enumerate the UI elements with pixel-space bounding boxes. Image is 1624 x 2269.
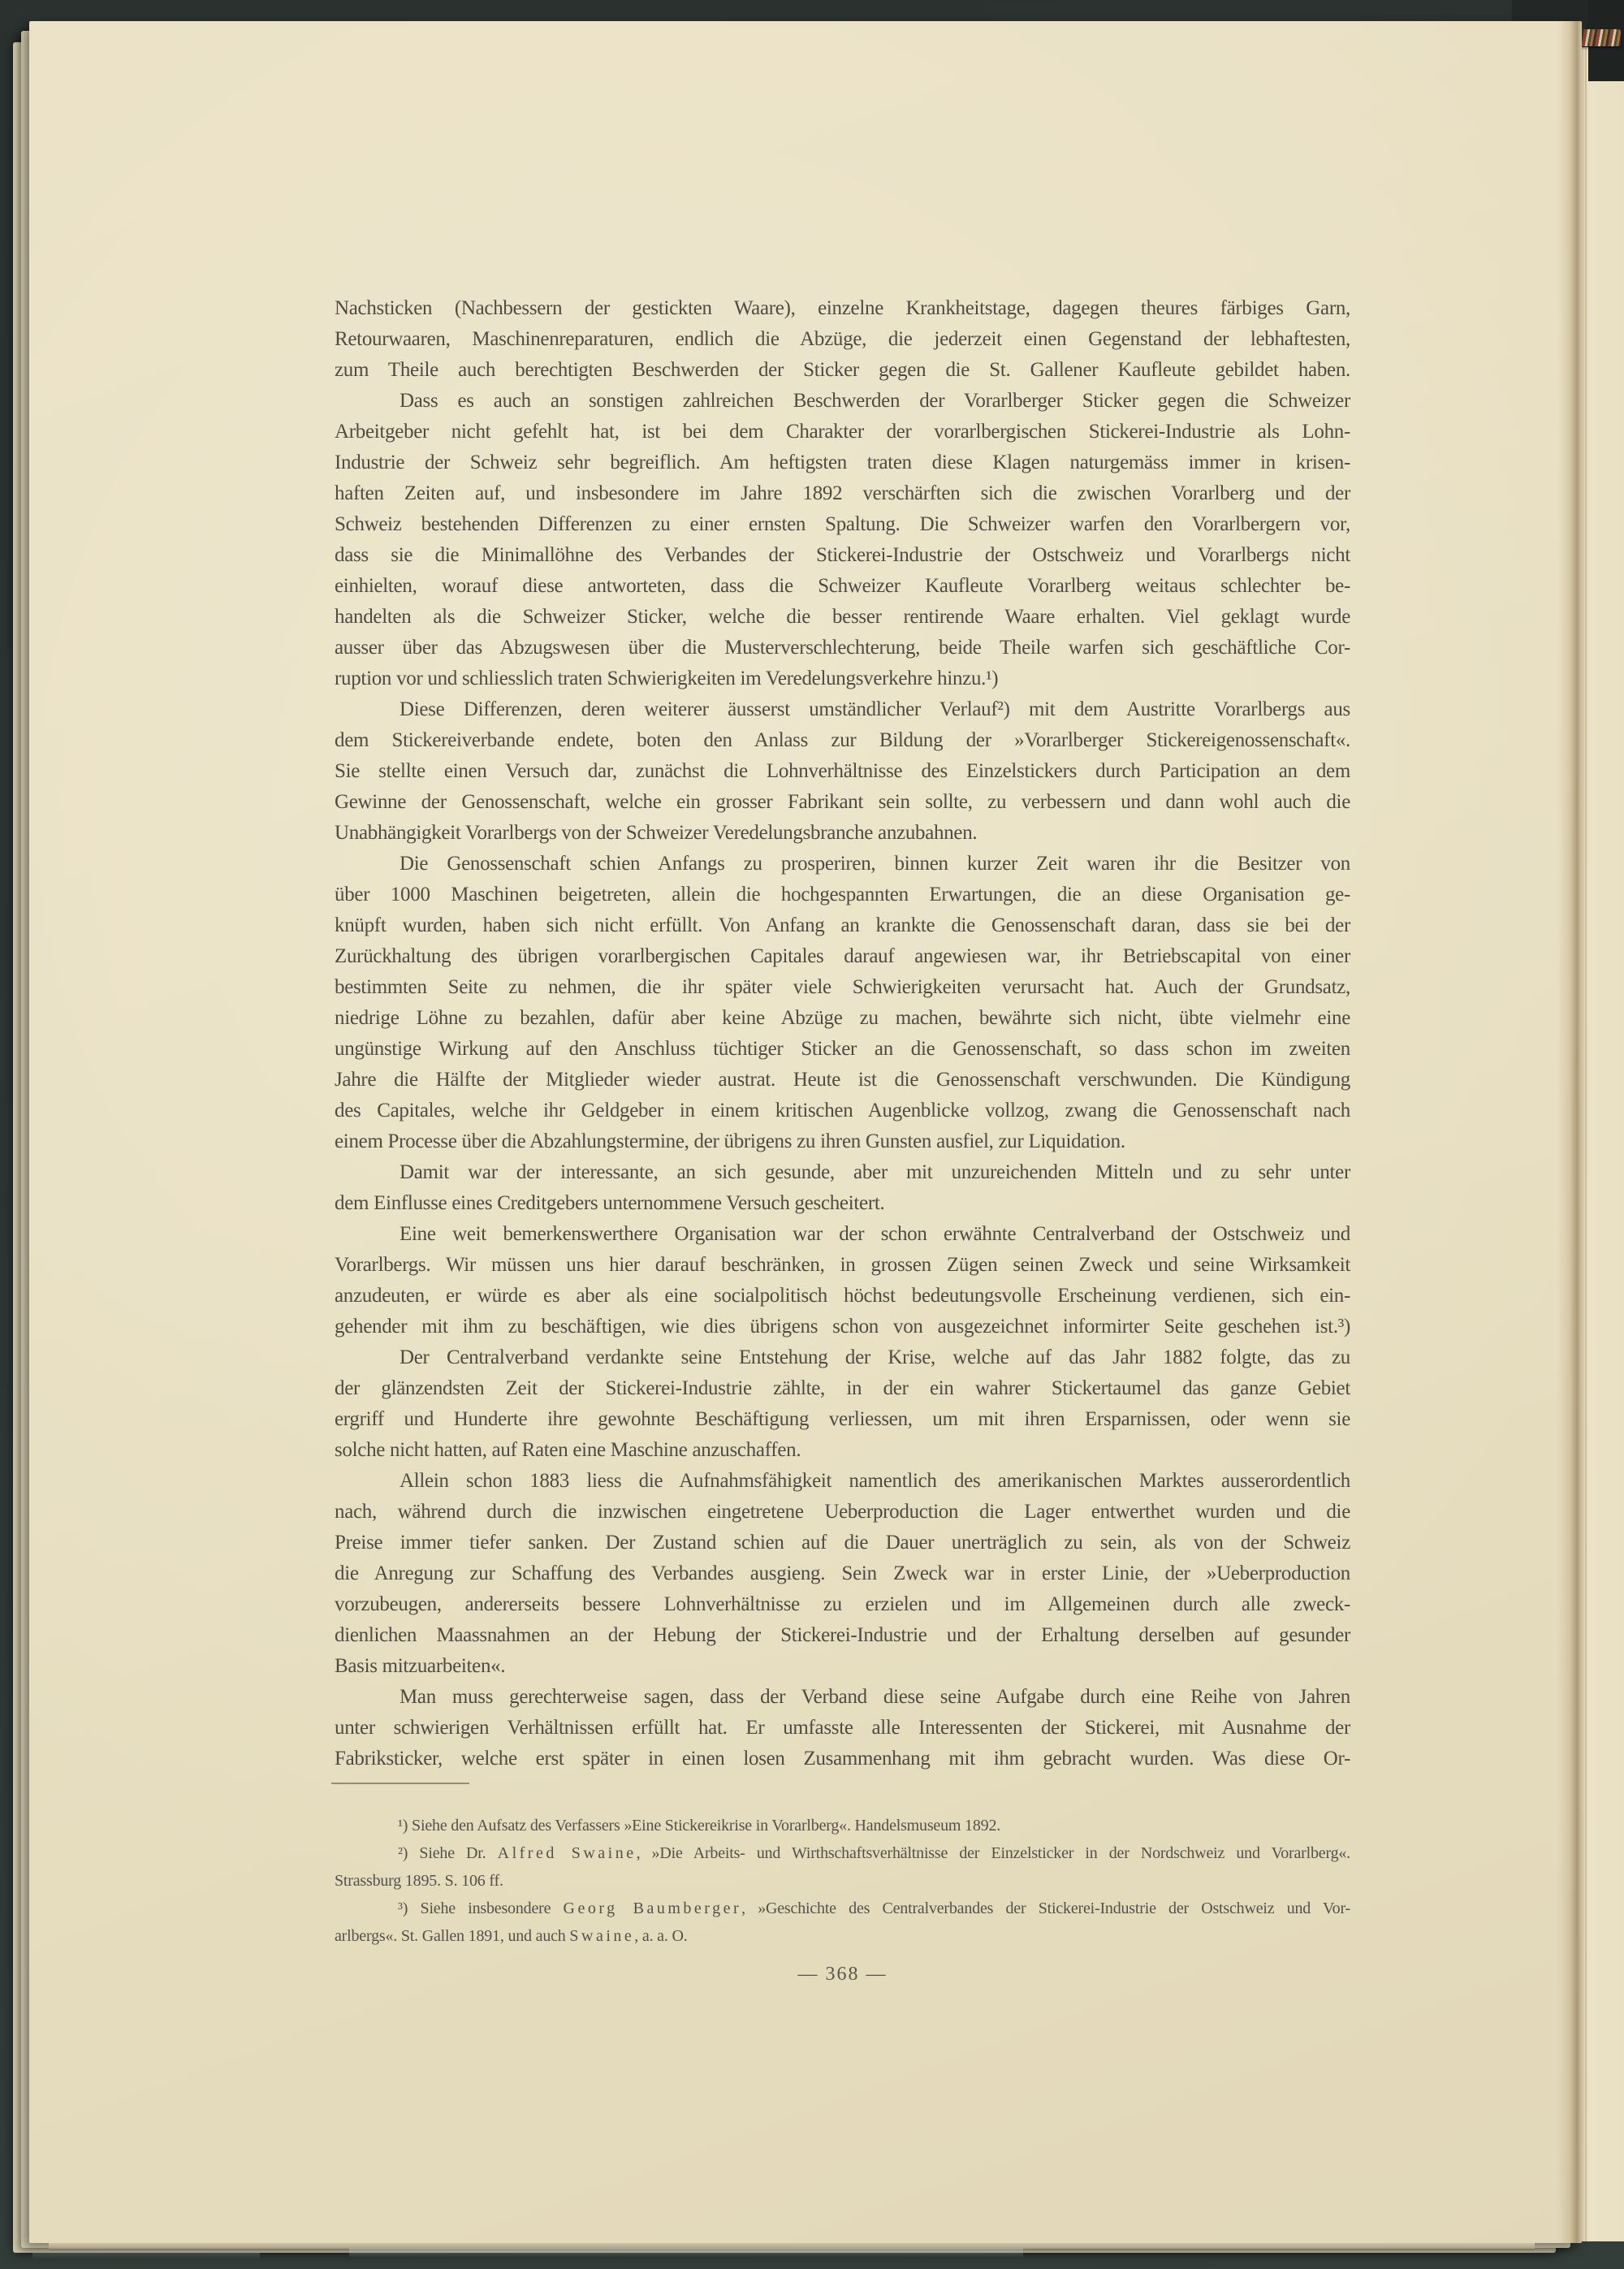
body-text-line: Damit war der interessante, an sich gesunde, aber mit unzureichenden Mitteln und zu sehr unter <box>400 1161 1350 1183</box>
body-text-line: gehender mit ihm zu beschäftigen, wie dies übrigens schon von ausgezeichnet informirter Seite geschehen ist.³) <box>335 1316 1350 1338</box>
footnote-text: ²) Siehe Dr. <box>398 1844 498 1862</box>
footnote-text: Strassburg 1895. S. 106 ff. <box>335 1872 503 1890</box>
body-text-line: Fabriksticker, welche erst später in einen losen Zusammenhang mit ihm gebracht wurden. Was diese Or- <box>335 1748 1350 1770</box>
body-text-line: Der Centralverband verdankte seine Entstehung der Krise, welche auf das Jahr 1882 folgte, das zu <box>400 1346 1350 1368</box>
table-surface-glint-left <box>32 2251 260 2259</box>
body-text-line: Nachsticken (Nachbessern der gestickten Waare), einzelne Krankheitstage, dagegen theures färbiges Garn, <box>335 297 1350 319</box>
body-text-line: Dass es auch an sonstigen zahlreichen Beschwerden der Vorarlberger Sticker gegen die Schweizer <box>400 390 1350 412</box>
body-text-line: dem Einflusse eines Creditgebers unternommene Versuch gescheitert. <box>335 1192 885 1214</box>
body-text-line: vorzubeugen, andererseits bessere Lohnverhältnisse zu erzielen und im Allgemeinen durch alle zweck- <box>335 1593 1350 1615</box>
footnote-line <box>335 1839 1350 1867</box>
body-text-line: über 1000 Maschinen beigetreten, allein die hochgespannten Erwartungen, die an diese Organisation ge- <box>335 884 1350 905</box>
body-text-line: ungünstige Wirkung auf den Anschluss tüchtiger Sticker an die Genossenschaft, so dass schon im zweiten <box>335 1038 1350 1060</box>
body-text-line: anzudeuten, er würde es aber als eine socialpolitisch höchst bedeutungsvolle Erscheinung verdienen, sich ein- <box>335 1285 1350 1307</box>
body-text-line: solche nicht hatten, auf Raten eine Maschine anzuschaffen. <box>335 1439 801 1461</box>
body-text-line: zum Theile auch berechtigten Beschwerden der Sticker gegen die St. Gallener Kaufleute gebildet haben. <box>335 359 1350 381</box>
footnote-text: , »Die Arbeits- und Wirthschaftsverhältnisse der Einzelsticker in der Nordschweiz und Vorarlberg«. <box>636 1844 1350 1862</box>
body-text-line: einhielten, worauf diese antworteten, dass die Schweizer Kaufleute Vorarlberg weitaus schlechter be- <box>335 575 1350 597</box>
body-text-line: Vorarlbergs. Wir müssen uns hier darauf beschränken, in grossen Zügen seinen Zweck und seine Wirksamkeit <box>335 1254 1350 1276</box>
footnote-line <box>335 1922 1350 1950</box>
body-text-line: Man muss gerechterweise sagen, dass der Verband diese seine Aufgabe durch eine Reihe von Jahren <box>400 1686 1350 1708</box>
letterspaced-name: Swaine <box>569 1927 635 1945</box>
body-text-line: Jahre die Hälfte der Mitglieder wieder austrat. Heute ist die Genossenschaft verschwunden. Die Kündigung <box>335 1069 1350 1091</box>
body-text-line: ausser über das Abzugswesen über die Musterverschlechterung, beide Theile warfen sich geschäftliche Cor- <box>335 637 1350 659</box>
footnote-text: ¹) Siehe den Aufsatz des Verfassers »Eine Stickereikrise in Vorarlberg«. Handelsmuseum 1892. <box>398 1817 1001 1835</box>
body-text-line: Sie stellte einen Versuch dar, zunächst die Lohnverhältnisse des Einzelstickers durch Participation an dem <box>335 760 1350 782</box>
footnote-text: arlbergs«. St. Gallen 1891, und auch <box>335 1927 570 1945</box>
letterspaced-name: Georg Baumberger <box>563 1899 742 1917</box>
footnote-line <box>335 1867 1350 1895</box>
body-text-line: einem Processe über die Abzahlungstermine, der übrigens zu ihren Gunsten ausfiel, zur Liquidation. <box>335 1130 1125 1152</box>
body-text-line: Zurückhaltung des übrigen vorarlbergischen Capitales darauf angewiesen war, ihr Betriebscapital von einer <box>335 945 1350 967</box>
footnotes-block <box>335 1812 1350 1950</box>
body-text-line: ruption vor und schliesslich traten Schwierigkeiten im Veredelungsverkehre hinzu.¹) <box>335 668 999 689</box>
body-text-line: nach, während durch die inzwischen eingetretene Ueberproduction die Lager entwerthet wurden und die <box>335 1501 1350 1523</box>
body-text-line: der glänzendsten Zeit der Stickerei-Industrie zählte, in der ein wahrer Stickertaumel das ganze Gebiet <box>335 1377 1350 1399</box>
body-text-line: dem Stickereiverbande endete, boten den Anlass zur Bildung der »Vorarlberger Stickereigenossenschaft«. <box>335 729 1350 751</box>
body-text-line: Unabhängigkeit Vorarlbergs von der Schweizer Veredelungsbranche anzubahnen. <box>335 822 978 844</box>
book-page <box>29 21 1582 2243</box>
body-text-line: Industrie der Schweiz sehr begreiflich. Am heftigsten traten diese Klagen naturgemäss immer in krisen- <box>335 452 1350 473</box>
body-text-line: haften Zeiten auf, und insbesondere im Jahre 1892 verschärften sich die zwischen Vorarlberg und der <box>335 482 1350 504</box>
page-number: — 368 — <box>797 1964 888 1985</box>
body-text-line: dass sie die Minimallöhne des Verbandes der Stickerei-Industrie der Ostschweiz und Vorarlbergs nicht <box>335 544 1350 566</box>
body-text-line: Eine weit bemerkenswerthere Organisation war der schon erwähnte Centralverband der Ostschweiz und <box>400 1223 1350 1245</box>
body-text-line: handelten als die Schweizer Sticker, welche die besser rentirende Waare erhalten. Viel geklagt wurde <box>335 606 1350 628</box>
body-text-line: Allein schon 1883 liess die Aufnahmsfähigkeit namentlich des amerikanischen Marktes ausserordentlich <box>400 1470 1350 1492</box>
body-text-line: die Anregung zur Schaffung des Verbandes ausgieng. Sein Zweck war in erster Linie, der »Ueberproduction <box>335 1562 1350 1584</box>
body-text-block <box>335 293 1350 1774</box>
body-text-line: unter schwierigen Verhältnissen erfüllt hat. Er umfasste alle Interessenten der Stickerei, mit Ausnahme der <box>335 1717 1350 1739</box>
body-text-line: Schweiz bestehenden Differenzen zu einer ernsten Spaltung. Die Schweizer warfen den Vorarlbergern vor, <box>335 513 1350 535</box>
body-text-line: Die Genossenschaft schien Anfangs zu prosperiren, binnen kurzer Zeit waren ihr die Besitzer von <box>400 853 1350 875</box>
body-text-line: Arbeitgeber nicht gefehlt hat, ist bei dem Charakter der vorarlbergischen Stickerei-Industrie als Lohn- <box>335 421 1350 443</box>
footnote-text: , a. a. O. <box>634 1927 688 1945</box>
footnote-separator-rule <box>331 1783 469 1784</box>
body-text-line: ergriff und Hunderte ihre gewohnte Beschäftigung verliessen, um mit ihren Ersparnissen, oder wenn sie <box>335 1408 1350 1430</box>
body-text-line: Diese Differenzen, deren weiterer äusserst umständlicher Verlauf²) mit dem Austritte Vorarlbergs aus <box>400 698 1350 720</box>
body-text-line: Retourwaaren, Maschinenreparaturen, endlich die Abzüge, die jederzeit einen Gegenstand der lebhaftesten, <box>335 328 1350 350</box>
footnote-line <box>335 1812 1350 1839</box>
footnote-text: , »Geschichte des Centralverbandes der Stickerei-Industrie der Ostschweiz und Vor- <box>741 1899 1351 1917</box>
body-text-line: Gewinne der Genossenschaft, welche ein grosser Fabrikant sein sollte, zu verbessern und dann wohl auch die <box>335 791 1350 813</box>
body-text-line: des Capitales, welche ihr Geldgeber in einem kritischen Augenblicke vollzog, zwang die Genossenschaft nach <box>335 1100 1350 1122</box>
table-surface-glint <box>349 2248 1023 2258</box>
body-text-line: niedrige Löhne zu bezahlen, dafür aber keine Abzüge zu machen, bewährte sich nicht, übte vielmehr eine <box>335 1007 1350 1029</box>
body-text-line: knüpft wurden, haben sich nicht erfüllt. Von Anfang an krankte die Genossenschaft daran, dass sie bei der <box>335 914 1350 936</box>
body-text-line: bestimmten Seite zu nehmen, die ihr später viele Schwierigkeiten verursacht hat. Auch der Grundsatz, <box>335 976 1350 998</box>
body-text-line: Basis mitzuarbeiten«. <box>335 1655 506 1677</box>
footnote-line <box>335 1895 1350 1922</box>
body-text-line: dienlichen Maassnahmen an der Hebung der Stickerei-Industrie und der Erhaltung derselben auf gesunder <box>335 1624 1350 1646</box>
body-text-line: Preise immer tiefer sanken. Der Zustand schien auf die Dauer unerträglich zu sein, als von der Schweiz <box>335 1532 1350 1554</box>
letterspaced-name: Alfred Swaine <box>497 1844 637 1862</box>
footnote-text: ³) Siehe insbesondere <box>398 1899 564 1917</box>
